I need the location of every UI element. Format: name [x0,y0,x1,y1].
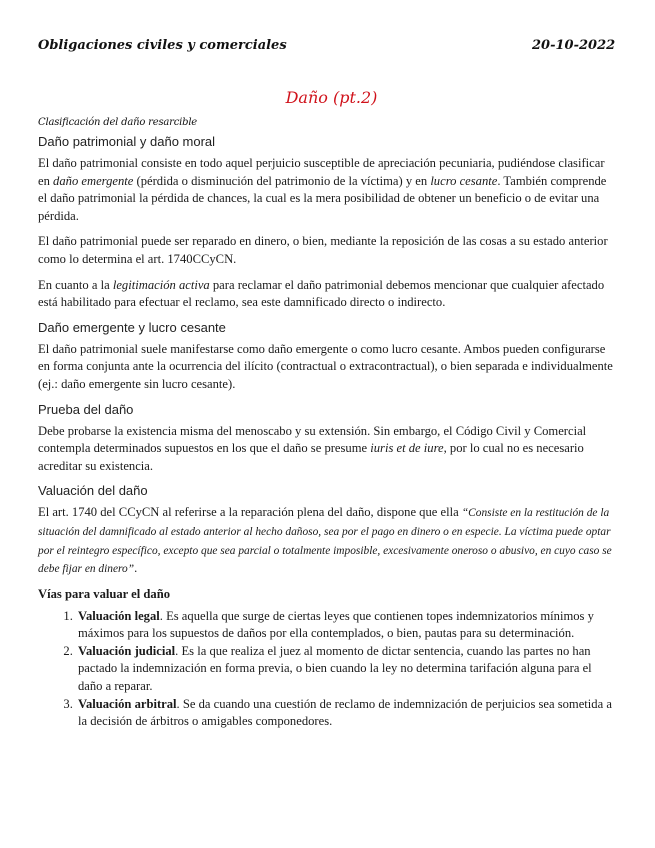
list-item-term: Valuación judicial [78,643,176,658]
heading-prueba-del-dano: Prueba del daño [38,401,134,417]
paragraph: El daño patrimonial puede ser reparado en dinero, o bien, mediante la reposición de las cosas a su estado anterior como lo determina el art. 1740CCyCN. [38,234,608,266]
text-run: . También comprende el daño patrimonial la pérdida de chances, la cual es la mera posibilidad de obtener un beneficio o de evitar una pérdida. [38,173,607,223]
text-run: Debe probarse la existencia misma del menoscabo y su extensión. Sin embargo, el Código Civil y Comercial contempla determinados supuestos en los que el daño se presume [38,423,587,456]
section-subtitle: Clasificación del daño resarcible [38,117,198,128]
list-item [76,608,616,643]
italic-term: iuris et de iure [370,441,444,456]
list-item-text: . Es aquella que surge de ciertas leyes que contienen topes indemnizatorios mínimos y máximos para los supuestos de daños por ella contemplados, o bien, pautas para su determinación. [78,608,594,641]
text-run: , por lo cual no es necesario acreditar su existencia. [38,441,584,473]
paragraph [38,155,616,225]
heading-vias-valuar: Vías para valuar el daño [38,586,171,601]
text-run: El art. 1740 del CCyCN al referirse a la reparación plena del daño, dispone que ella [38,505,462,520]
list-item-text: . Se da cuando una cuestión de reclamo de indemnización de perjuicios sea sometida a la decisión de árbitros o amigables componedores. [78,696,612,729]
paragraph [38,423,616,476]
heading-dano-patrimonial-moral: Daño patrimonial y daño moral [38,134,216,149]
list-item-term: Valuación legal [78,608,160,623]
header-subject: Obligaciones civiles y comerciales [38,38,287,53]
heading-valuacion-del-dano: Valuación del daño [38,483,148,499]
text-run: . [134,561,138,576]
document-body [38,117,616,731]
italic-term: lucro cesante [430,173,498,188]
paragraph: El daño patrimonial suele manifestarse como daño emergente o como lucro cesante. Ambos pueden configurarse en forma conjunta ante la ocurrencia del ilícito (contractual o extracontractual), o bien separada e individualmente (ej.: daño emergente sin lucro cesante). [38,341,613,391]
italic-quote: “Consiste en la restitución de la situación del damnificado al estado anterior al hecho dañoso, sea por el pago en dinero o en especie. La víctima puede optar por el reintegro específico, excepto que sea parcial o totalmente imposible, excesivamente oneroso o abusivo, en cuyo caso se debe fijar en dinero” [38,507,612,576]
header-date: 20-10-2022 [532,38,616,53]
page-title: Daño (pt.2) [285,88,378,107]
paragraph [38,504,616,578]
heading-dano-emergente-lucro: Daño emergente y lucro cesante [38,319,226,335]
list-item [76,643,616,696]
list-item [76,696,616,731]
italic-term: daño emergente [53,173,134,188]
text-run: El daño patrimonial consiste en todo aquel perjuicio susceptible de apreciación pecuniaria, pudiéndose clasificar en [38,156,605,188]
text-run: para reclamar el daño patrimonial debemos mencionar que cualquier afectado está habilitado para efectuar el reclamo, sea este damnificado directo o indirecto. [38,277,605,310]
valuation-list [38,608,616,731]
list-item-text: . Es la que realiza el juez al momento de dictar sentencia, cuando las partes no han pactado la indemnización en forma previa, o bien cuando la ley no determina tarifación alguna para el daño a reparar. [78,643,592,694]
paragraph [38,277,616,312]
list-item-term: Valuación arbitral [78,696,177,711]
italic-term: legitimación activa [112,277,210,292]
text-run: (pérdida o disminución del patrimonio de la víctima) y en [133,173,431,188]
text-run: En cuanto a la [38,277,113,292]
